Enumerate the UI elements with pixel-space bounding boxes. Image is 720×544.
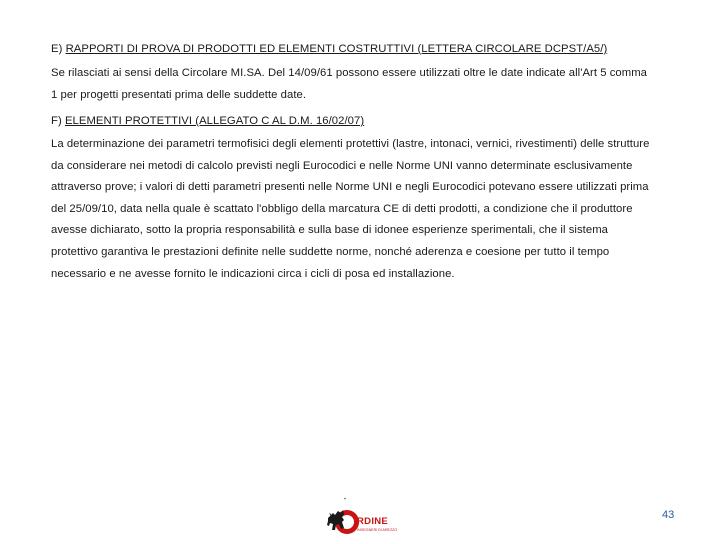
- logo-subtext: INGEGNERI DI AREZZO: [357, 528, 398, 532]
- section-f-line-1: La determinazione dei parametri termofisici degli elementi protettivi (lastre, intonaci, vernici, rivestimenti) delle strutture: [51, 138, 650, 150]
- section-f-line-2: da considerare nei metodi di calcolo previsti negli Eurocodici e nelle Norme UNI vanno determinate esclusivamente: [51, 160, 633, 172]
- page-number: 43: [662, 509, 675, 521]
- section-f-heading: [51, 114, 364, 128]
- section-f-prefix: F): [51, 115, 65, 127]
- section-e-prefix: E): [51, 43, 66, 55]
- section-e-line-2: 1 per progetti presentati prima delle suddette date.: [51, 89, 307, 101]
- section-f-line-7: necessario e ne avesse fornito le indicazioni circa i cicli di posa ed installazione.: [51, 268, 455, 280]
- section-e-heading: [51, 42, 607, 56]
- section-f-line-3: attraverso prove; i valori di detti parametri presenti nelle Norme UNI e negli Eurocodici potevano essere utilizzati prima: [51, 181, 649, 193]
- section-e-line-1: Se rilasciati ai sensi della Circolare MI.SA. Del 14/09/61 possono essere utilizzati oltre le date indicate all'Art 5 comma: [51, 67, 648, 79]
- section-f-line-6: protettivo garantiva le prestazioni definite nelle suddette norme, nonché aderenza e coesione per tutto il tempo: [51, 246, 610, 258]
- ordine-logo: [325, 497, 398, 539]
- section-f-line-5: avesse dichiarato, sotto la propria responsabilità e sulla base di idonee esperienze sperimentali, che il sistema: [51, 224, 608, 236]
- section-e-title: RAPPORTI DI PROVA DI PRODOTTI ED ELEMENTI COSTRUTTIVI (LETTERA CIRCOLARE DCPST/A5/): [65, 43, 608, 55]
- logo-text: RDINE: [357, 516, 389, 527]
- section-f-title: ELEMENTI PROTETTIVI (ALLEGATO C AL D.M. 16/02/07): [64, 115, 365, 127]
- section-f-line-4: del 25/09/10, data nella quale è scattato l'obbligo della marcatura CE di detti prodotti, a condizione che il produttore: [51, 203, 633, 215]
